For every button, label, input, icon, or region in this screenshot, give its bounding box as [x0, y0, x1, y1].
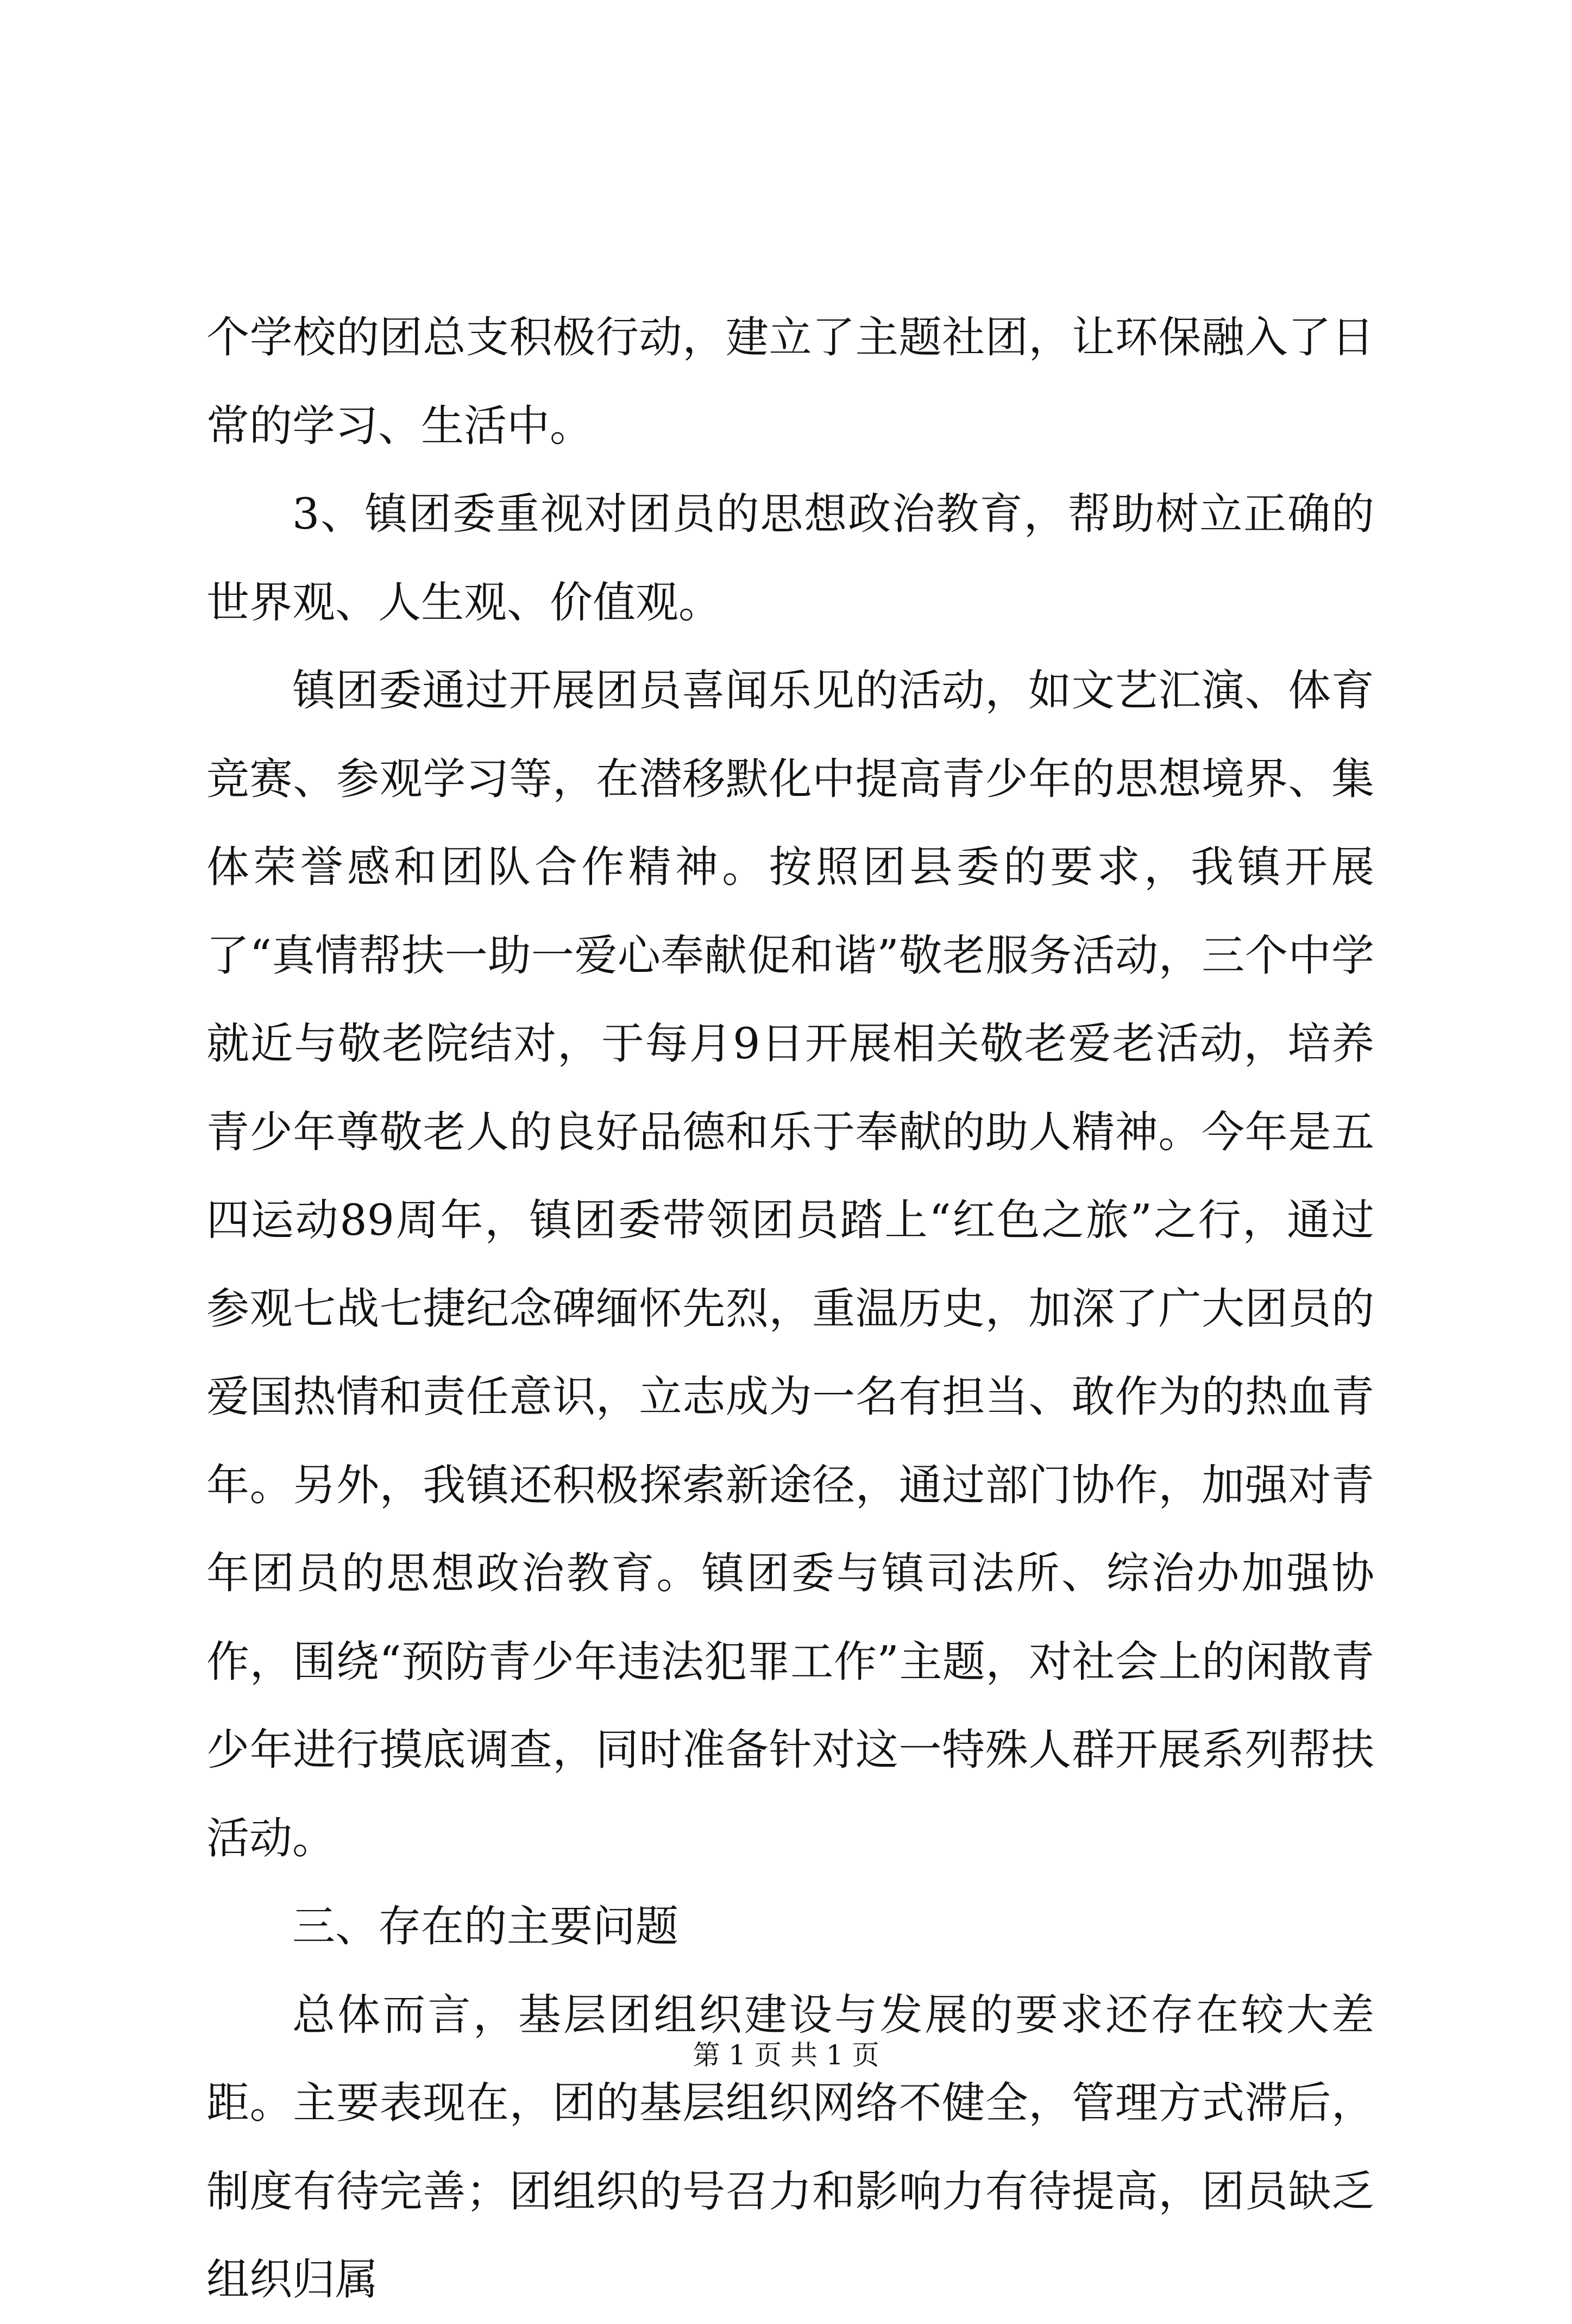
- document-body: [206, 293, 1374, 2324]
- page-footer: 第 1 页 共 1 页: [693, 2039, 879, 2071]
- paragraph-section-3: 3、镇团委重视对团员的思想政治教育，帮助树立正确的世界观、人生观、价值观。: [206, 489, 1374, 627]
- paragraph-problems: 总体而言，基层团组织建设与发展的要求还存在较大差距。主要表现在，团的基层组织网络不健全，管理方式滞后，制度有待完善；团组织的号召力和影响力有待提高，团员缺乏组织归属: [206, 1989, 1374, 2304]
- paragraph-continuation: 个学校的团总支积极行动，建立了主题社团，让环保融入了日常的学习、生活中。: [206, 312, 1374, 451]
- paragraph-activities: 镇团委通过开展团员喜闻乐见的活动，如文艺汇演、体育竞赛、参观学习等，在潜移默化中提高青少年的思想境界、集体荣誉感和团队合作精神。按照团县委的要求，我镇开展了“真情帮扶一助一爱心奉献促和谐”敬老服务活动，三个中学就近与敬老院结对，于每月9日开展相关敬老爱老活动，培养青少年尊敬老人的良好品德和乐于奉献的助人精神。今年是五四运动89周年，镇团委带领团员踏上“红色之旅”之行，通过参观七战七捷纪念碑缅怀先烈，重温历史，加深了广大团员的爱国热情和责任意识，立志成为一名有担当、敢作为的热血青年。另外，我镇还积极探索新途径，通过部门协作，加强对青年团员的思想政治教育。镇团委与镇司法所、综治办加强协作，围绕“预防青少年违法犯罪工作”主题，对社会上的闲散青少年进行摸底调查，同时准备针对这一特殊人群开展系列帮扶活动。: [206, 665, 1374, 1863]
- section-heading-problems: 三、存在的主要问题: [292, 1901, 678, 1951]
